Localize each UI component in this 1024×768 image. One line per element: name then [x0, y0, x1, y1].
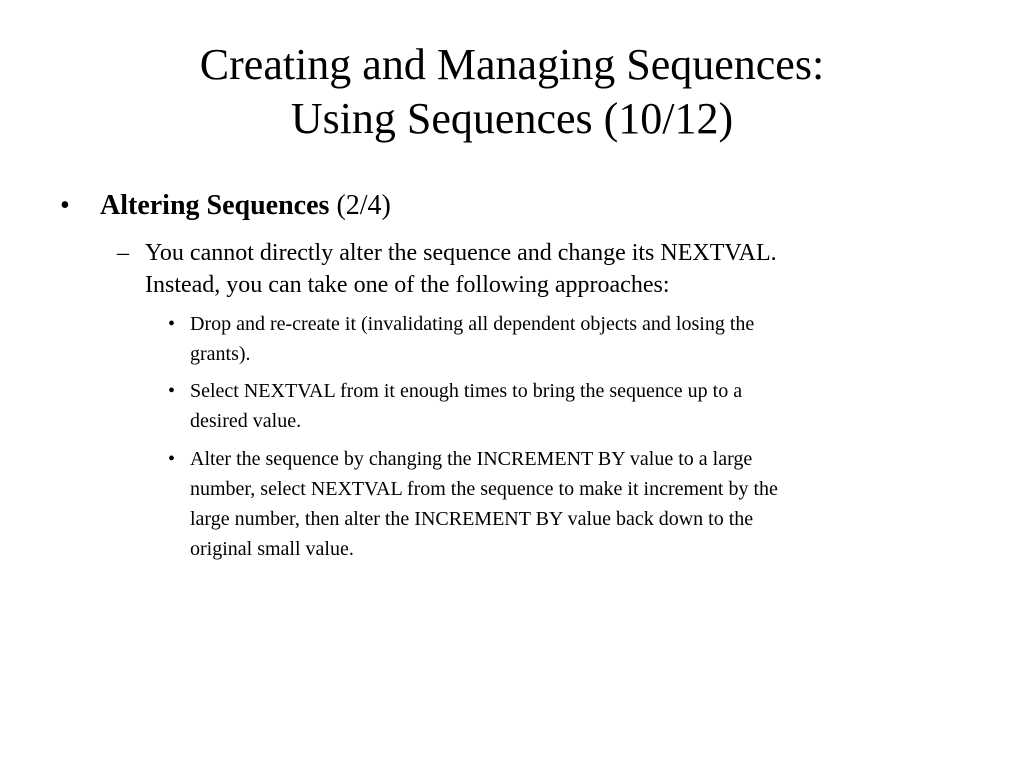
- item-3-line-3: large number, then alter the INCREMENT BY value back down to the: [190, 508, 754, 530]
- slide-title: [0, 38, 1024, 146]
- item-3-line-1: Alter the sequence by changing the INCREMENT BY value to a large: [190, 448, 753, 470]
- item-1: [190, 309, 960, 369]
- title-line-1: Creating and Managing Sequences:: [199, 40, 825, 89]
- bullet-marker: •: [60, 190, 70, 221]
- bullet-altering-sequences: [100, 189, 391, 223]
- item-1-marker: •: [168, 313, 176, 335]
- title-line-2: Using Sequences (10/12): [290, 94, 734, 143]
- bullet-bold-text: Altering Sequences: [100, 190, 330, 221]
- item-3-marker: •: [168, 448, 176, 470]
- item-2: [190, 376, 960, 436]
- item-3: [190, 444, 960, 564]
- item-1-line-1: Drop and re-create it (invalidating all dependent objects and losing the: [190, 313, 755, 335]
- item-2-line-1: Select NEXTVAL from it enough times to bring the sequence up to a: [190, 380, 743, 402]
- bullet-rest-text: (2/4): [329, 190, 391, 221]
- sub-bullet-line-1: You cannot directly alter the sequence and change its NEXTVAL.: [145, 240, 777, 266]
- sub-bullet-line-2: Instead, you can take one of the following approaches:: [145, 272, 670, 298]
- item-2-line-2: desired value.: [190, 410, 302, 432]
- item-1-line-2: grants).: [190, 343, 251, 365]
- sub-bullet-dash: –: [117, 240, 129, 266]
- item-2-marker: •: [168, 380, 176, 402]
- item-3-line-4: original small value.: [190, 538, 354, 560]
- item-3-line-2: number, select NEXTVAL from the sequence to make it increment by the: [190, 478, 778, 500]
- sub-bullet-text: [145, 237, 945, 301]
